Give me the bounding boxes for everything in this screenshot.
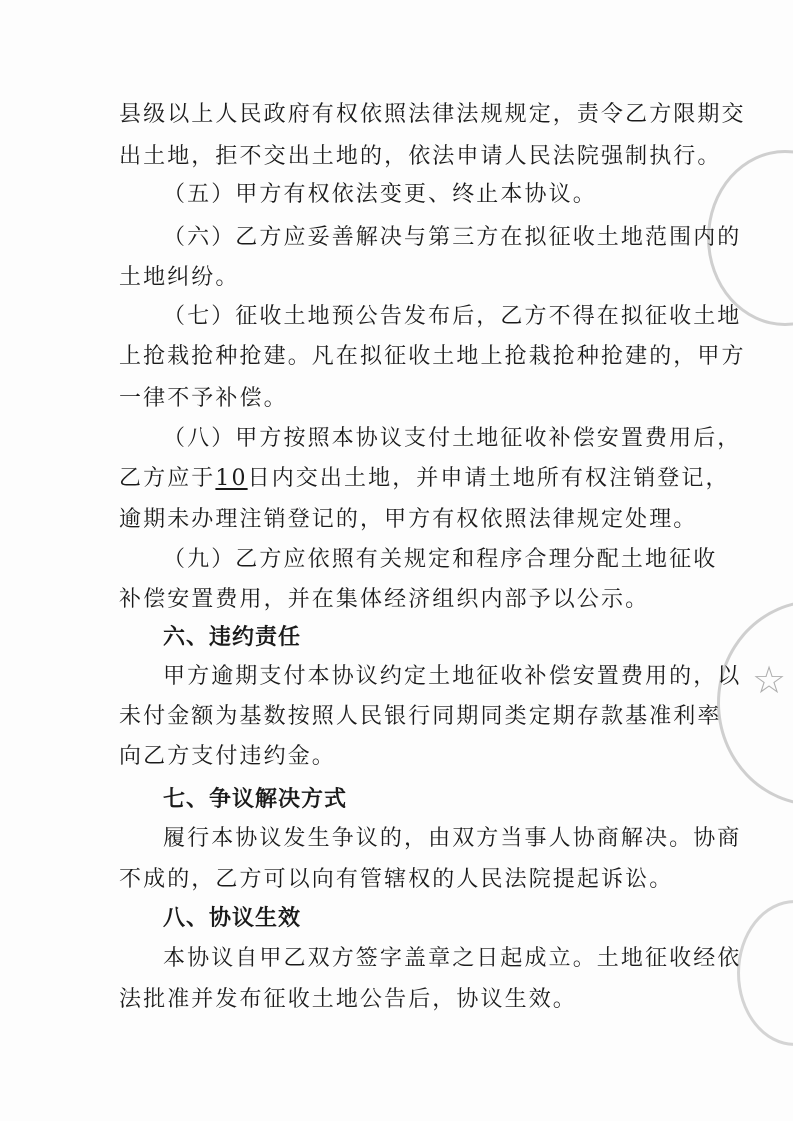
clause-7: （七）征收土地预公告发布后，乙方不得在拟征收土地 xyxy=(163,304,742,329)
line-suffix: 日内交出土地，并申请土地所有权注销登记， xyxy=(247,466,730,491)
paragraph-line: 逾期未办理注销登记的，甲方有权依照法律规定处理。 xyxy=(119,507,698,532)
clause-6: （六）乙方应妥善解决与第三方在拟征收土地范围内的 xyxy=(163,225,742,250)
clause-5: （五）甲方有权依法变更、终止本协议。 xyxy=(163,182,597,207)
clause-9: （九）乙方应依照有关规定和程序合理分配土地征收 xyxy=(163,547,718,572)
handover-days-value: 10 xyxy=(215,466,248,491)
section-heading-breach: 六、违约责任 xyxy=(163,625,302,650)
paragraph-line: 未付金额为基数按照人民银行同期同类定期存款基准利率 xyxy=(119,704,722,729)
line-prefix: 乙方应于 xyxy=(119,466,216,491)
paragraph-line: 法批准并发布征收土地公告后，协议生效。 xyxy=(119,987,577,1012)
paragraph-line: 土地纠纷。 xyxy=(119,265,240,290)
paragraph-line: 出土地，拒不交出土地的，依法申请人民法院强制执行。 xyxy=(119,144,722,169)
seal-stamp-fragment xyxy=(717,600,793,806)
clause-8: （八）甲方按照本协议支付土地征收补偿安置费用后， xyxy=(163,426,742,451)
paragraph-line: 补偿安置费用，并在集体经济组织内部予以公示。 xyxy=(119,587,650,612)
paragraph-line: 上抢栽抢种抢建。凡在拟征收土地上抢栽抢种抢建的，甲方 xyxy=(119,344,746,369)
paragraph-line: 甲方逾期支付本协议约定土地征收补偿安置费用的，以 xyxy=(163,664,742,689)
section-heading-effect: 八、协议生效 xyxy=(163,906,302,931)
seal-stamp-fragment xyxy=(737,900,793,1046)
paragraph-line xyxy=(119,465,730,493)
paragraph-line: 本协议自甲乙双方签字盖章之日起成立。土地征收经依 xyxy=(163,946,742,971)
seal-star-icon: ☆ xyxy=(752,658,787,702)
paragraph-line: 不成的，乙方可以向有管辖权的人民法院提起诉讼。 xyxy=(119,867,674,892)
paragraph-line: 向乙方支付违约金。 xyxy=(119,744,336,769)
paragraph-line: 履行本协议发生争议的，由双方当事人协商解决。协商 xyxy=(163,826,742,851)
paragraph-line: 一律不予补偿。 xyxy=(119,386,288,411)
section-heading-dispute: 七、争议解决方式 xyxy=(163,787,348,812)
paragraph-line: 县级以上人民政府有权依照法律法规规定，责令乙方限期交 xyxy=(119,102,746,127)
